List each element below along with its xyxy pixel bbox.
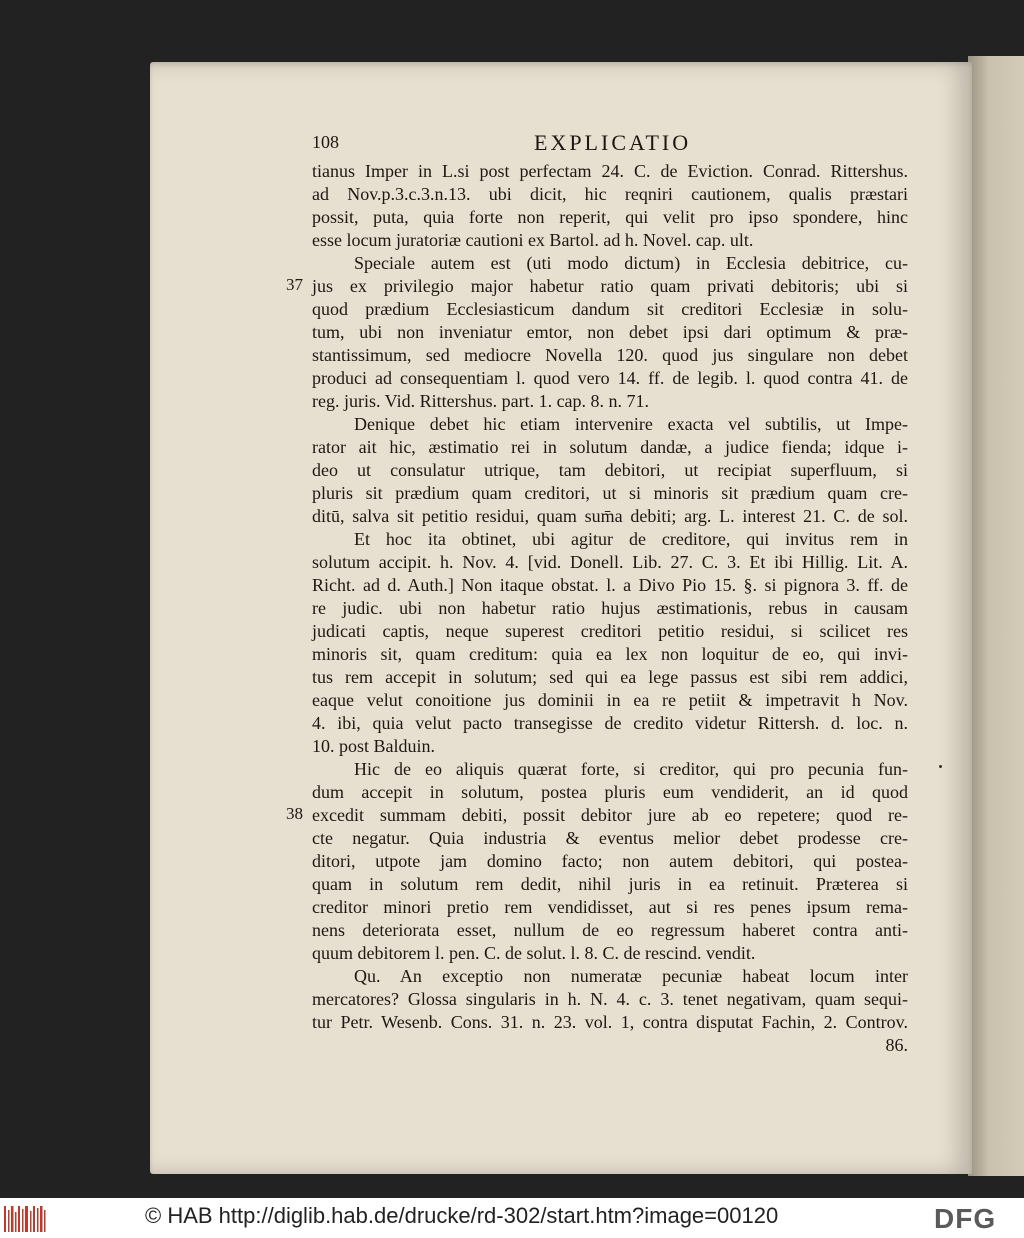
text-line: Et hoc ita obtinet, ubi agitur de creditore, qui invitus rem in xyxy=(354,529,908,549)
text-line: ditori, utpote jam domino facto; non autem debitori, qui postea- xyxy=(312,851,908,871)
page-number: 108 xyxy=(312,132,339,152)
text-line: cte negatur. Quia industria & eventus melior debet prodesse cre- xyxy=(312,828,908,848)
catchword: 86. xyxy=(885,1035,908,1055)
text-line: re judic. ubi non habetur ratio hujus æstimationis, rebus in causam xyxy=(312,598,908,618)
text-line: quum debitorem l. pen. C. de solut. l. 8. C. de rescind. vendit. xyxy=(312,943,756,963)
text-line: deo ut consulatur utrique, tam debitori, ut recipiat superfluum, si xyxy=(312,460,908,480)
text-line: Hic de eo aliquis quærat forte, si creditor, qui pro pecunia fun- xyxy=(354,759,908,779)
text-line: tianus Imper in L.si post perfectam 24. C. de Eviction. Conrad. Rittershus. xyxy=(312,161,908,181)
text-line: ditū, salva sit petitio residui, quam sum̄a debiti; arg. L. interest 21. C. de sol. xyxy=(312,506,908,526)
text-line: Denique debet hic etiam intervenire exacta vel subtilis, ut Impe- xyxy=(354,414,908,434)
text-line: jus ex privilegio major habetur ratio quam privati debitoris; ubi si xyxy=(312,276,908,296)
text-line: nens deteriorata esset, nullum de eo regressum haberet contra anti- xyxy=(312,920,908,940)
text-line: eaque velut conoitione jus dominii in ea re petiit & impetravit h Nov. xyxy=(312,690,908,710)
text-line: creditor minori pretio rem vendidisset, aut si res penes ipsum rema- xyxy=(312,897,908,917)
facing-page-edge xyxy=(968,56,1024,1176)
ink-speck xyxy=(939,765,942,768)
text-line: esse locum juratoriæ cautioni ex Bartol. ad h. Novel. cap. ult. xyxy=(312,230,754,250)
text-line: quam in solutum rem dedit, nihil juris in ea retinuit. Præterea si xyxy=(312,874,908,894)
text-line: minoris sit, quam creditum: quia ea lex non loquitur de eo, qui invi- xyxy=(312,644,908,664)
text-line: Speciale autem est (uti modo dictum) in Ecclesia debitrice, cu- xyxy=(354,253,908,273)
text-line: ad Nov.p.3.c.3.n.13. ubi dicit, hic reqniri cautionem, qualis præstari xyxy=(312,184,908,204)
marginal-number: 38 xyxy=(286,804,303,823)
body-text xyxy=(312,160,908,1057)
marginal-number: 37 xyxy=(286,275,303,294)
text-line: rator ait hic, æstimatio rei in solutum dandæ, a judice fienda; idque i- xyxy=(312,437,908,457)
copyright-link[interactable]: © HAB http://diglib.hab.de/drucke/rd-302/start.htm?image=00120 xyxy=(145,1203,779,1228)
text-line: 4. ibi, quia velut pacto transegisse de credito videtur Rittersh. d. loc. n. xyxy=(312,713,908,733)
text-line: 10. post Balduin. xyxy=(312,736,436,756)
text-line: excedit summam debiti, possit debitor jure ab eo repetere; quod re- xyxy=(312,805,908,825)
text-line: reg. juris. Vid. Rittershus. part. 1. cap. 8. n. 71. xyxy=(312,391,650,411)
text-line: judicati captis, neque superest creditori petitio residui, si scilicet res xyxy=(312,621,908,641)
dfg-logo: DFG xyxy=(934,1203,997,1234)
barcode-icon xyxy=(4,1206,46,1232)
text-line: possit, puta, quia forte non reperit, qui velit pro ipso spondere, hinc xyxy=(312,207,908,227)
text-line: Richt. ad d. Auth.] Non itaque obstat. l. a Divo Pio 15. §. si pignora 3. ff. de xyxy=(312,575,908,595)
text-line: produci ad consequentiam l. quod vero 14. ff. de legib. l. quod contra 41. de xyxy=(312,368,908,388)
text-line: tum, ubi non inveniatur emtor, non debet ipsi dari optimum & præ- xyxy=(312,322,908,342)
text-line: tus rem accepit in solutum; sed qui ea lege passus est sibi rem addici, xyxy=(312,667,908,687)
running-title: EXPLICATIO xyxy=(534,130,692,155)
text-line: mercatores? Glossa singularis in h. N. 4. c. 3. tenet negativam, quam sequi- xyxy=(312,989,908,1009)
viewer-footer xyxy=(0,1198,1024,1238)
text-line: Qu. An exceptio non numeratæ pecuniæ habeat locum inter xyxy=(354,966,908,986)
text-line: stantissimum, sed mediocre Novella 120. quod jus singulare non debet xyxy=(312,345,908,365)
text-line: quod prædium Ecclesiasticum dandum sit creditori Ecclesiæ in solu- xyxy=(312,299,908,319)
text-line: tur Petr. Wesenb. Cons. 31. n. 23. vol. 1, contra disputat Fachin, 2. Controv. xyxy=(312,1012,908,1032)
page-header xyxy=(312,130,910,158)
text-line: pluris sit prædium quam creditori, ut si minoris sit prædium quam cre- xyxy=(312,483,908,503)
text-line: dum accepit in solutum, postea pluris eum vendiderit, an id quod xyxy=(312,782,908,802)
text-line: solutum accipit. h. Nov. 4. [vid. Donell. Lib. 27. C. 3. Et ibi Hillig. Lit. A. xyxy=(312,552,908,572)
